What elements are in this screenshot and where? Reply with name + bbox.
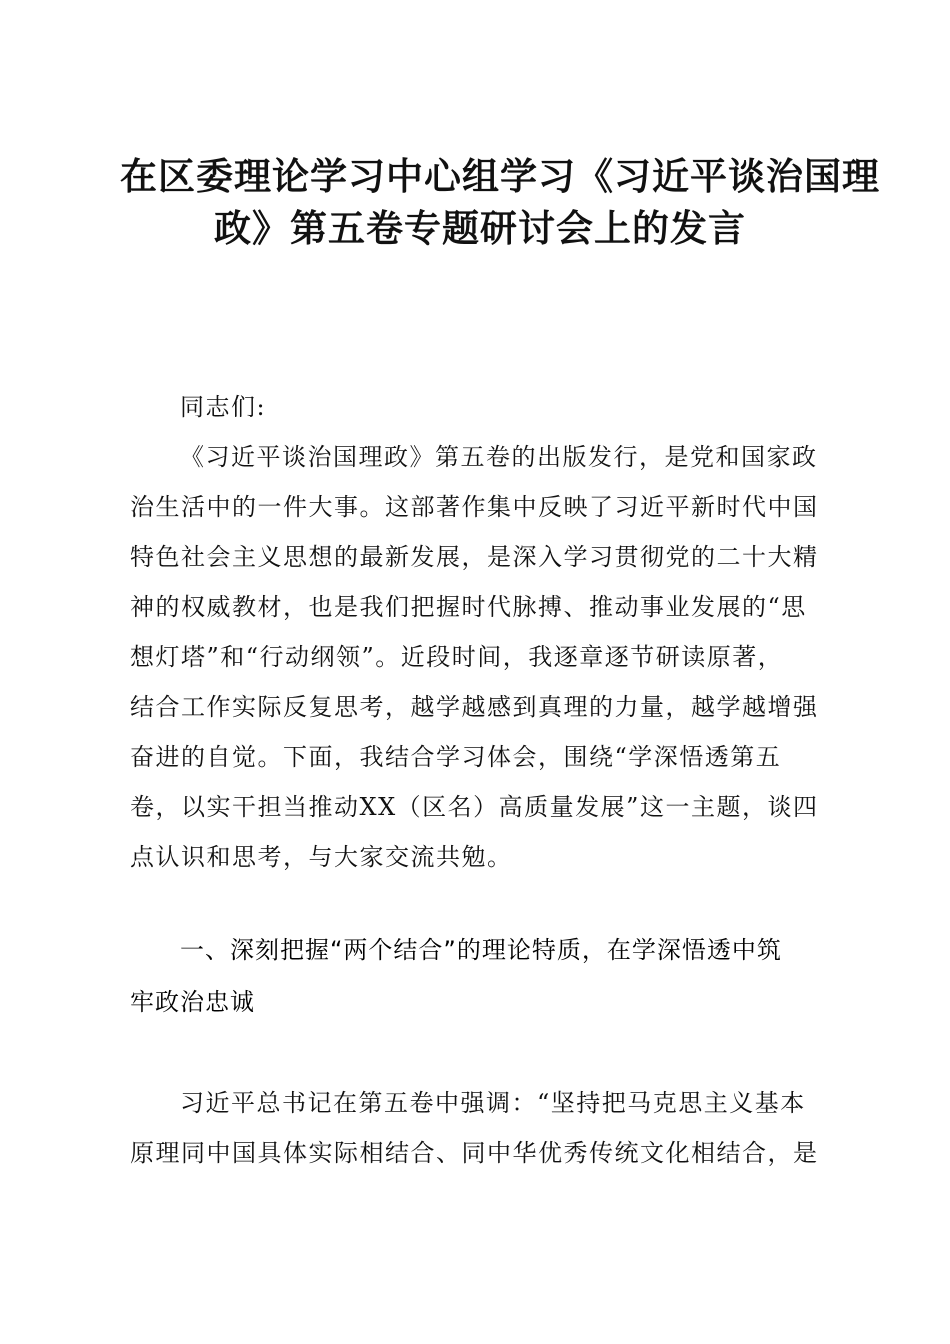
paragraph-line: 原理同中国具体实际相结合、同中华优秀传统文化相结合，是 bbox=[130, 1139, 819, 1167]
title-line: 政》第五卷专题研讨会上的发言 bbox=[214, 206, 746, 250]
paragraph-line: 奋进的自觉。下面，我结合学习体会，围绕“学深悟透第五 bbox=[130, 743, 782, 771]
paragraph-line: 点认识和思考，与大家交流共勉。 bbox=[130, 843, 513, 871]
paragraph-line: 神的权威教材，也是我们把握时代脉搏、推动事业发展的“思 bbox=[130, 593, 807, 621]
paragraph-line: 习近平总书记在第五卷中强调：“坚持把马克思主义基本 bbox=[180, 1089, 806, 1117]
paragraph-line: 特色社会主义思想的最新发展，是深入学习贯彻党的二十大精 bbox=[130, 543, 819, 571]
paragraph-line: 结合工作实际反复思考，越学越感到真理的力量，越学越增强 bbox=[130, 693, 819, 721]
heading-line: 牢政治忠诚 bbox=[130, 988, 255, 1016]
salutation-text: 同志们: bbox=[180, 393, 267, 421]
paragraph-line: 治生活中的一件大事。这部著作集中反映了习近平新时代中国 bbox=[130, 493, 819, 521]
section-heading-1 bbox=[130, 924, 825, 1028]
document-title bbox=[120, 150, 880, 254]
paragraph-line: 卷，以实干担当推动XX（区名）高质量发展”这一主题，谈四 bbox=[130, 793, 819, 821]
paragraph-section-1 bbox=[130, 1078, 825, 1178]
salutation bbox=[130, 382, 825, 432]
title-line: 在区委理论学习中心组学习《习近平谈治国理 bbox=[120, 154, 880, 198]
heading-line: 一、深刻把握“两个结合”的理论特质，在学深悟透中筑 bbox=[180, 936, 782, 964]
paragraph-line: 想灯塔”和“行动纲领”。近段时间，我逐章逐节研读原著， bbox=[130, 643, 784, 671]
paragraph-intro bbox=[130, 432, 825, 882]
paragraph-line: 《习近平谈治国理政》第五卷的出版发行，是党和国家政 bbox=[180, 443, 818, 471]
